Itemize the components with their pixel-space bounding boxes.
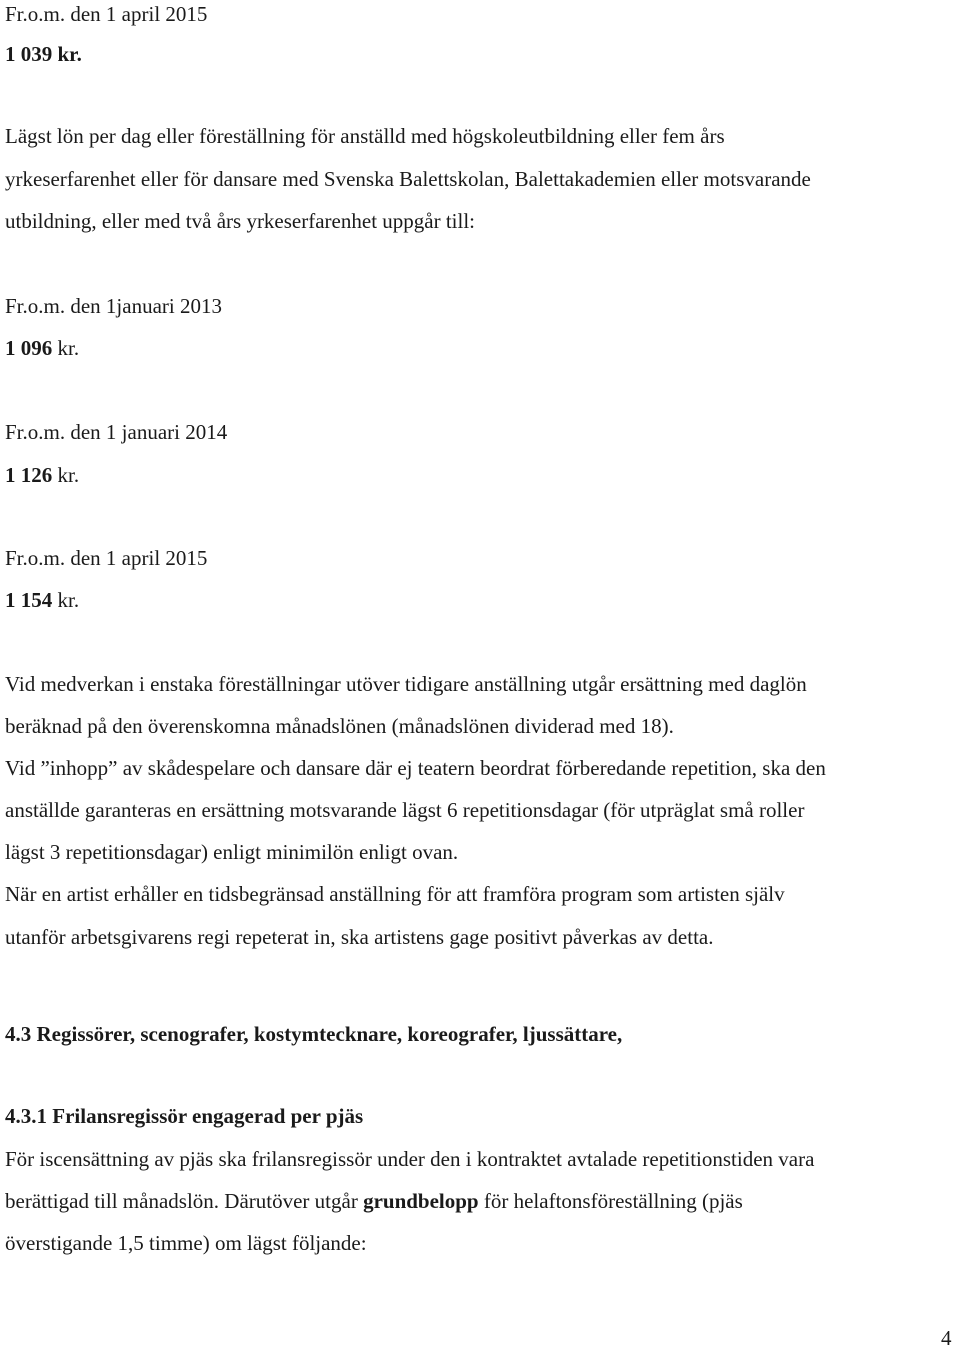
paragraph-line: överstigande 1,5 timme) om lägst följande: [5, 1231, 367, 1255]
rate-unit: kr. [52, 588, 80, 612]
paragraph-line: utanför arbetsgivarens regi repeterat in, ska artistens gage positivt påverkas av detta. [5, 925, 714, 949]
rate-amount: 1 096 [5, 336, 53, 360]
paragraph-line: yrkeserfarenhet eller för dansare med Svenska Balettskolan, Balettakademien eller motsvarande [5, 167, 811, 191]
rate-amount-line [5, 465, 79, 486]
rate-date-line: Fr.o.m. den 1 april 2015 [5, 546, 208, 570]
page-number: 4 [941, 1326, 952, 1350]
rate-unit: kr. [52, 463, 80, 487]
paragraph-line: Lägst lön per dag eller föreställning för anställd med högskoleutbildning eller fem års [5, 124, 725, 148]
rate-unit: kr. [52, 336, 80, 360]
paragraph-text: berättigad till månadslön. Därutöver utgår [5, 1189, 364, 1213]
paragraph-line: Vid ”inhopp” av skådespelare och dansare där ej teatern beordrat förberedande repetition, ska den [5, 756, 826, 780]
rate-amount-line [5, 338, 79, 359]
rate-amount: 1 154 [5, 588, 53, 612]
paragraph-line: lägst 3 repetitionsdagar) enligt minimilön enligt ovan. [5, 840, 459, 864]
paragraph-text: för helaftonsföreställning (pjäs [478, 1189, 743, 1213]
paragraph-line: anställde garanteras en ersättning motsvarande lägst 6 repetitionsdagar (för utpräglat små roller [5, 798, 805, 822]
paragraph-line: För iscensättning av pjäs ska frilansregissör under den i kontraktet avtalade repetitionstiden vara [5, 1147, 815, 1171]
rate-amount-line [5, 590, 79, 611]
paragraph-line: beräknad på den överenskomna månadslönen (månadslönen dividerad med 18). [5, 714, 674, 738]
rate-date-line: Fr.o.m. den 1 januari 2014 [5, 420, 228, 444]
emphasized-term: grundbelopp [363, 1189, 479, 1213]
rate-date-line: Fr.o.m. den 1 april 2015 [5, 2, 208, 26]
paragraph-line [5, 1191, 743, 1212]
rate-date-line: Fr.o.m. den 1januari 2013 [5, 294, 222, 318]
subsection-heading: 4.3.1 Frilansregissör engagerad per pjäs [5, 1104, 364, 1128]
paragraph-line: När en artist erhåller en tidsbegränsad anställning för att framföra program som artisten själv [5, 882, 785, 906]
paragraph-line: utbildning, eller med två års yrkeserfarenhet uppgår till: [5, 209, 476, 233]
section-heading: 4.3 Regissörer, scenografer, kostymtecknare, koreografer, ljussättare, [5, 1022, 623, 1046]
rate-amount-line [5, 44, 82, 65]
paragraph-line: Vid medverkan i enstaka föreställningar utöver tidigare anställning utgår ersättning med daglön [5, 672, 807, 696]
rate-amount: 1 126 [5, 463, 53, 487]
rate-amount: 1 039 kr. [5, 42, 82, 66]
